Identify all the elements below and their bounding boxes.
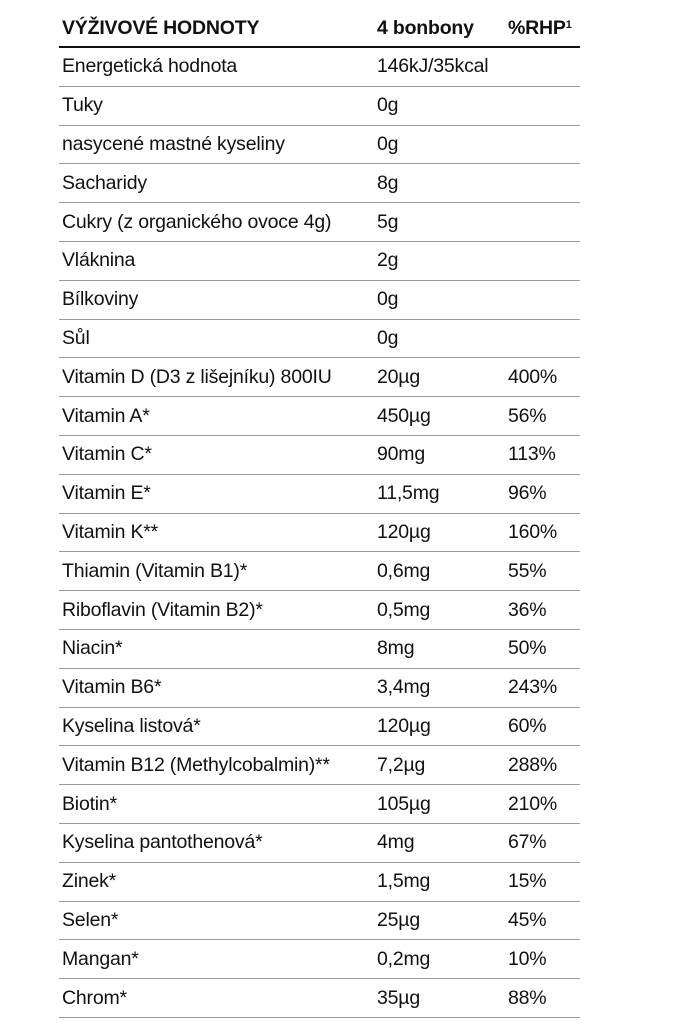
nutrient-name: Zinek* — [62, 870, 117, 893]
table-row — [59, 320, 580, 359]
nutrient-amount: 7,2µg — [377, 753, 426, 776]
nutrient-name: Riboflavin (Vitamin B2)* — [62, 598, 263, 621]
nutrient-amount: 3,4mg — [377, 676, 431, 699]
nutrient-amount: 0,5mg — [377, 598, 431, 621]
nutrient-name: Cukry (z organického ovoce 4g) — [62, 210, 332, 233]
table-row — [59, 902, 580, 941]
nutrient-amount: 35µg — [377, 986, 420, 1009]
nutrient-amount: 120µg — [377, 714, 431, 737]
nutrient-rhp: 56% — [508, 404, 547, 427]
nutrient-rhp: 288% — [508, 753, 558, 776]
nutrient-name: Bílkoviny — [62, 288, 139, 311]
nutrient-name: Energetická hodnota — [62, 55, 238, 78]
nutrient-rhp: 88% — [508, 986, 547, 1009]
table-row — [59, 164, 580, 203]
table-row — [59, 397, 580, 436]
nutrient-amount: 0g — [377, 326, 399, 349]
table-row — [59, 824, 580, 863]
nutrient-rhp: 210% — [508, 792, 558, 815]
table-row — [59, 87, 580, 126]
table-row — [59, 48, 580, 87]
nutrient-amount: 1,5mg — [377, 870, 431, 893]
table-row — [59, 863, 580, 902]
header-rhp — [508, 17, 580, 40]
nutrient-rhp: 60% — [508, 714, 547, 737]
table-row — [59, 630, 580, 669]
nutrient-rhp: 243% — [508, 676, 558, 699]
nutrient-amount: 25µg — [377, 908, 420, 931]
table-header — [59, 10, 580, 48]
nutrient-amount: 0,2mg — [377, 947, 431, 970]
nutrient-name: Vláknina — [62, 249, 136, 272]
nutrient-rhp: 36% — [508, 598, 547, 621]
header-amount: 4 bonbony — [377, 16, 474, 39]
nutrient-name: Niacin* — [62, 637, 123, 660]
table-row — [59, 475, 580, 514]
nutrient-name: Vitamin B12 (Methylcobalmin)** — [62, 753, 330, 776]
header-nutrients: VÝŽIVOVÉ HODNOTY — [62, 16, 260, 39]
nutrient-name: Chrom* — [62, 986, 127, 1009]
nutrient-name: Sůl — [62, 326, 90, 349]
nutrient-amount: 120µg — [377, 520, 431, 543]
nutrient-rhp: 400% — [508, 365, 558, 388]
table-row — [59, 358, 580, 397]
nutrient-amount: 8g — [377, 171, 399, 194]
table-row — [59, 785, 580, 824]
nutrient-rhp: 45% — [508, 908, 547, 931]
nutrient-name: Vitamin B6* — [62, 676, 162, 699]
nutrient-amount: 4mg — [377, 831, 415, 854]
nutrient-name: Kyselina pantothenová* — [62, 831, 263, 854]
header-rhp-label: %RHP — [508, 16, 566, 39]
nutrient-amount: 0g — [377, 132, 399, 155]
nutrient-amount: 0,6mg — [377, 559, 431, 582]
table-row — [59, 746, 580, 785]
nutrient-name: Tuky — [62, 94, 103, 117]
table-row — [59, 552, 580, 591]
nutrient-name: Vitamin E* — [62, 482, 151, 505]
header-rhp-footnote: 1 — [565, 18, 572, 31]
table-row — [59, 708, 580, 747]
table-row — [59, 436, 580, 475]
nutrient-rhp: 15% — [508, 870, 547, 893]
nutrient-amount: 0g — [377, 94, 399, 117]
nutrient-amount: 146kJ/35kcal — [377, 55, 489, 78]
nutrient-name: Biotin* — [62, 792, 117, 815]
nutrient-amount: 8mg — [377, 637, 415, 660]
nutrient-name: Selen* — [62, 908, 119, 931]
table-row — [59, 514, 580, 553]
nutrient-amount: 90mg — [377, 443, 425, 466]
nutrient-amount: 5g — [377, 210, 399, 233]
nutrient-name: Thiamin (Vitamin B1)* — [62, 559, 248, 582]
nutrient-name: Sacharidy — [62, 171, 147, 194]
nutrient-amount: 450µg — [377, 404, 431, 427]
table-row — [59, 242, 580, 281]
nutrient-amount: 2g — [377, 249, 399, 272]
nutrient-rhp: 96% — [508, 482, 547, 505]
nutrient-amount: 20µg — [377, 365, 420, 388]
nutrient-name: Vitamin D (D3 z lišejníku) 800IU — [62, 365, 332, 388]
nutrition-table — [59, 10, 580, 1018]
nutrient-name: Kyselina listová* — [62, 714, 201, 737]
nutrient-rhp: 67% — [508, 831, 547, 854]
nutrient-name: Vitamin A* — [62, 404, 150, 427]
nutrient-rhp: 10% — [508, 947, 547, 970]
nutrient-rhp: 50% — [508, 637, 547, 660]
nutrient-name: nasycené mastné kyseliny — [62, 132, 285, 155]
table-row — [59, 669, 580, 708]
table-row — [59, 940, 580, 979]
nutrient-amount: 0g — [377, 288, 399, 311]
nutrient-amount: 11,5mg — [377, 482, 440, 505]
table-row — [59, 979, 580, 1018]
nutrient-name: Vitamin K** — [62, 520, 159, 543]
table-row — [59, 203, 580, 242]
nutrient-amount: 105µg — [377, 792, 431, 815]
nutrient-rhp: 113% — [508, 443, 556, 466]
table-row — [59, 126, 580, 165]
table-row — [59, 281, 580, 320]
nutrient-name: Mangan* — [62, 947, 139, 970]
nutrient-rhp: 160% — [508, 520, 558, 543]
nutrient-rhp: 55% — [508, 559, 547, 582]
table-row — [59, 591, 580, 630]
nutrient-name: Vitamin C* — [62, 443, 152, 466]
